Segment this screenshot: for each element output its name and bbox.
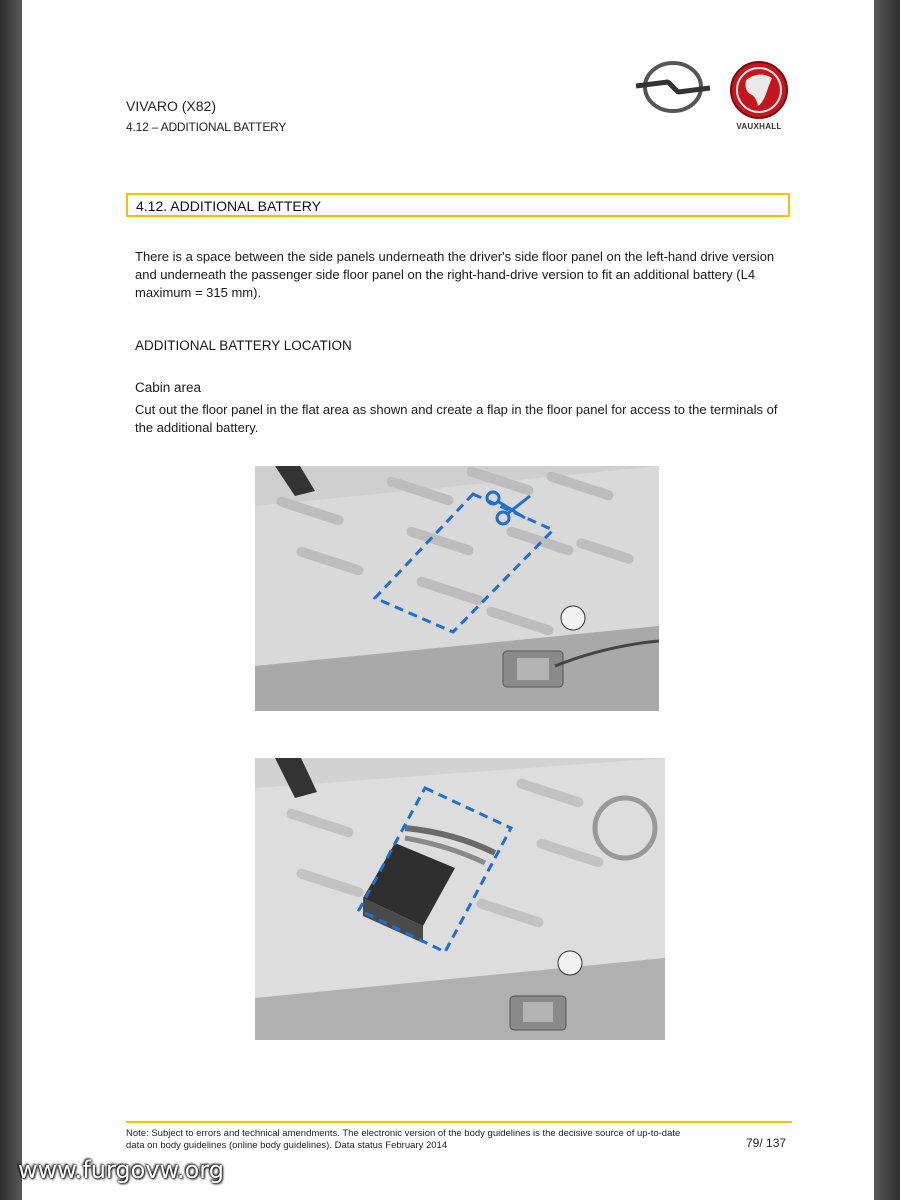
document-title: VIVARO (X82) <box>126 98 216 114</box>
document-subtitle: 4.12 – ADDITIONAL BATTERY <box>126 120 287 134</box>
page-right-shadow <box>874 0 900 1200</box>
vauxhall-logo-icon <box>728 54 790 132</box>
section-title-box <box>126 193 790 217</box>
location-heading: ADDITIONAL BATTERY LOCATION <box>135 338 352 353</box>
document-page <box>22 0 874 1200</box>
footer-divider <box>126 1121 792 1123</box>
intro-paragraph: There is a space between the side panels underneath the driver's side floor panel on the left-hand drive version and underneath the passenger side floor panel on the right-hand-drive version to fit an additional battery (L4 maximum = 315 mm). <box>135 249 775 300</box>
opel-logo-icon <box>634 56 712 116</box>
section-title: 4.12. ADDITIONAL BATTERY <box>136 198 321 214</box>
vauxhall-brand-text: VAUXHALL <box>736 122 782 131</box>
page-number: 79/ 137 <box>746 1136 787 1150</box>
page-left-shadow <box>0 0 22 1200</box>
battery-installed-figure <box>255 758 665 1040</box>
cabin-area-heading: Cabin area <box>135 380 202 395</box>
cabin-paragraph: Cut out the floor panel in the flat area as shown and create a flap in the floor panel for access to the terminals of the additional battery. <box>135 402 778 435</box>
watermark: www.furgovw.org <box>18 1156 224 1184</box>
footer-note: Note: Subject to errors and technical amendments. The electronic version of the body guidelines is the decisive source of up-to-date data on body guidelines (online body guidelines). Data status February 2014 <box>126 1128 681 1151</box>
floor-panel-cutout-figure <box>255 466 659 711</box>
